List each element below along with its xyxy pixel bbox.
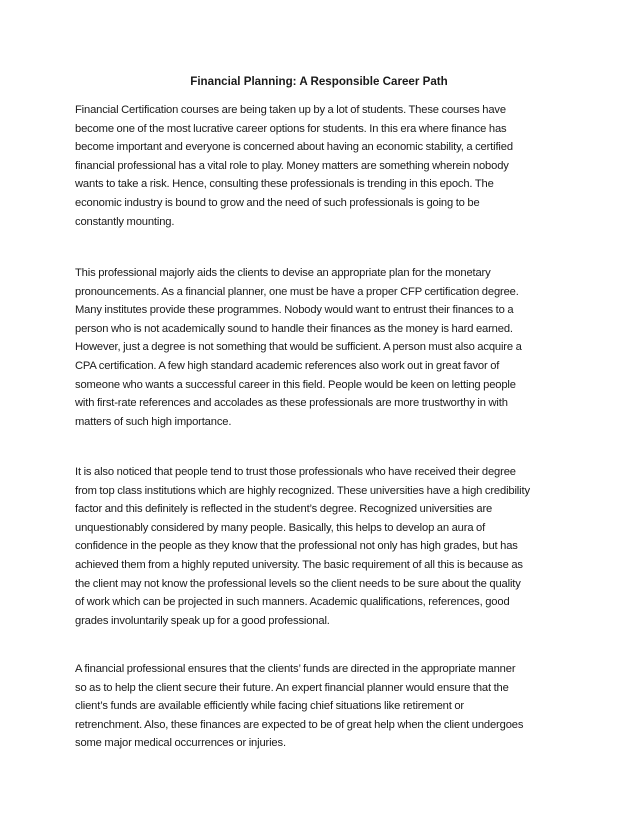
paragraph-2 [75,264,571,431]
text-line: of work which can be projected in such manners. Academic qualifications, references, good [75,596,510,609]
text-line: A financial professional ensures that the clients’ funds are directed in the appropriate manner [75,663,516,675]
text-line: However, just a degree is not something that would be sufficient. A person must also acquire a [75,341,522,354]
text-line: Many institutes provide these programmes. Nobody would want to entrust their finances to a [75,304,514,317]
text-line: It is also noticed that people tend to trust those professionals who have received their degree [75,466,516,478]
document-title: Financial Planning: A Responsible Career Path [190,75,448,88]
text-line: retrenchment. Also, these finances are expected to be of great help when the client undergoes [75,718,524,731]
text-line: constantly mounting. [75,215,175,228]
text-line: achieved them from a highly reputed university. The basic requirement of all this is because as [75,558,523,571]
text-line: person who is not academically sound to handle their finances as the money is hard earned. [75,322,513,335]
text-line: This professional majorly aids the clients to devise an appropriate plan for the monetary [75,267,491,279]
text-line: the client may not know the professional levels so the client needs to be sure about the quality [75,577,521,590]
paragraph-1 [75,101,571,231]
text-line: so as to help the client secure their future. An expert financial planner would ensure that the [75,681,509,694]
text-line: financial professional has a vital role to play. Money matters are something wherein nobody [75,159,509,172]
text-line: some major medical occurrences or injuries. [75,737,286,750]
text-line: CPA certification. A few high standard academic references also work out in great favor of [75,359,500,372]
text-line: unquestionably considered by many people. Basically, this helps to develop an aura of [75,521,486,534]
text-line: confidence in the people as they know that the professional not only has high grades, but has [75,540,518,553]
paragraph-4 [75,660,571,753]
text-line: client’s funds are available efficiently while facing chief situations like retirement or [75,700,465,713]
text-line: from top class institutions which are highly recognized. These universities have a high credibility [75,484,530,497]
text-line: pronouncements. As a financial planner, one must be have a proper CFP certification degree. [75,285,519,298]
text-line: Financial Certification courses are being taken up by a lot of students. These courses have [75,104,506,116]
text-line: become one of the most lucrative career options for students. In this era where finance has [75,122,507,135]
paragraph-3 [75,463,571,630]
text-line: grades involuntarily speak up for a good professional. [75,614,330,627]
text-line: matters of such high importance. [75,415,232,428]
text-line: wants to take a risk. Hence, consulting these professionals is trending in this epoch. The [75,178,494,191]
text-line: with first-rate references and accolades as these professionals are more trustworthy in with [75,397,508,410]
text-line: someone who wants a successful career in this field. People would be keen on letting people [75,378,516,391]
text-line: economic industry is bound to grow and the need of such professionals is going to be [75,196,480,209]
text-line: factor and this definitely is reflected in the student’s degree. Recognized universities are [75,503,493,516]
text-line: become important and everyone is concerned about having an economic stability, a certified [75,141,513,154]
